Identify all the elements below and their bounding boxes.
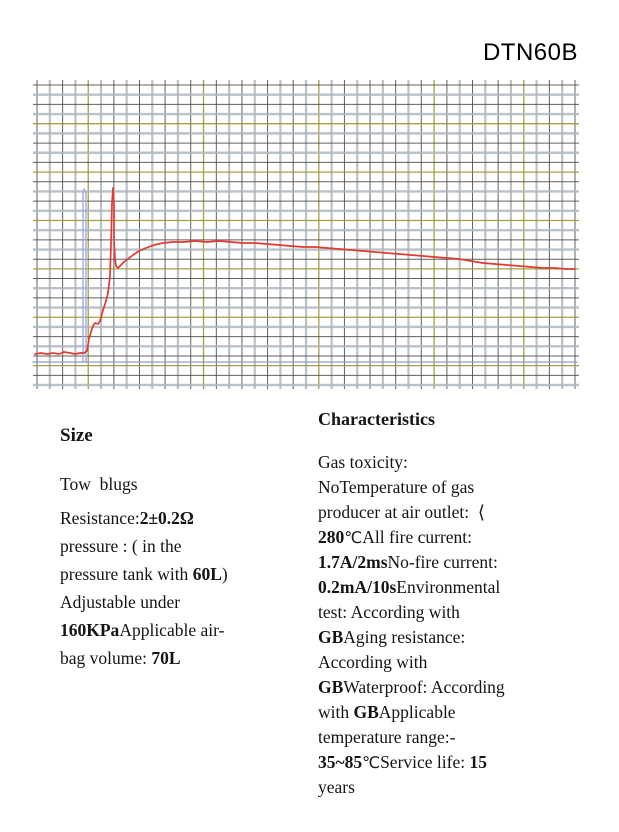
text-segment: GB [353,702,379,722]
text-line [60,588,322,616]
text-segment: Applicable air- [119,620,225,640]
pressure-recorder-chart [37,85,575,385]
text-line [60,616,322,644]
text-segment: Waterproof: According [343,677,505,697]
text-segment: Adjustable under [60,592,181,612]
text-segment: GB [318,677,344,697]
text-segment: 2±0.2Ω [139,508,194,528]
text-segment: 35~85 [318,752,363,772]
size-heading: Size [60,425,93,446]
text-segment: 15 [469,752,487,772]
text-segment: 70L [151,648,181,668]
text-line [318,550,596,575]
text-line [318,700,596,725]
text-segment: ⟨ [477,502,485,523]
characteristics-heading: Characteristics [318,409,435,429]
text-line [60,644,322,672]
text-segment: 280 [318,527,345,547]
text-line [318,500,596,525]
text-segment: ℃ [344,528,363,547]
text-segment: Tow blugs [60,474,138,494]
text-segment: 160KPa [60,620,120,640]
text-segment: 60L [192,564,222,584]
text-line [318,725,596,750]
text-line [318,625,596,650]
text-segment: years [318,777,355,797]
text-line [318,675,596,700]
text-segment: 0.2mA/10s [318,577,397,597]
text-line [318,475,596,500]
text-segment: temperature range:- [318,727,456,747]
text-segment: Resistance: [60,508,140,528]
text-line [318,750,596,775]
text-line [60,532,322,560]
text-segment: with [318,702,354,722]
text-segment: No-fire current: [387,552,498,572]
text-line [318,775,596,800]
text-segment: producer at air outlet: [318,502,478,522]
size-section [60,424,322,672]
text-segment: According with [318,652,428,672]
characteristics-section [318,407,596,800]
text-line [318,575,596,600]
text-line [318,450,596,475]
text-segment: 1.7A/2ms [318,552,388,572]
text-line [318,525,596,550]
text-segment: Applicable [378,702,456,722]
text-segment: All fire current: [362,527,473,547]
text-line [318,600,596,625]
text-segment: GB [318,627,344,647]
text-line [318,650,596,675]
text-segment: Service life: [380,752,470,772]
text-segment: pressure : ( in the [60,536,182,556]
recorder-chart-svg [37,85,575,385]
text-segment: Environmental [396,577,501,597]
size-paragraph-2 [60,504,322,672]
text-segment: test: According with [318,602,460,622]
model-number-title: DTN60B [482,39,578,66]
text-segment: pressure tank with [60,564,193,584]
text-segment: NoTemperature of gas [318,477,475,497]
trigger-spike-trace [83,189,86,362]
text-segment: Aging resistance: [343,627,466,647]
text-segment: ) [221,564,228,584]
characteristics-text [318,450,596,800]
size-paragraph-1 [60,470,322,498]
text-line [60,560,322,588]
text-segment: ℃ [362,753,381,772]
text-segment: Gas toxicity: [318,452,408,472]
text-segment: bag volume: [60,648,152,668]
text-line [60,470,322,498]
text-line [60,504,322,532]
